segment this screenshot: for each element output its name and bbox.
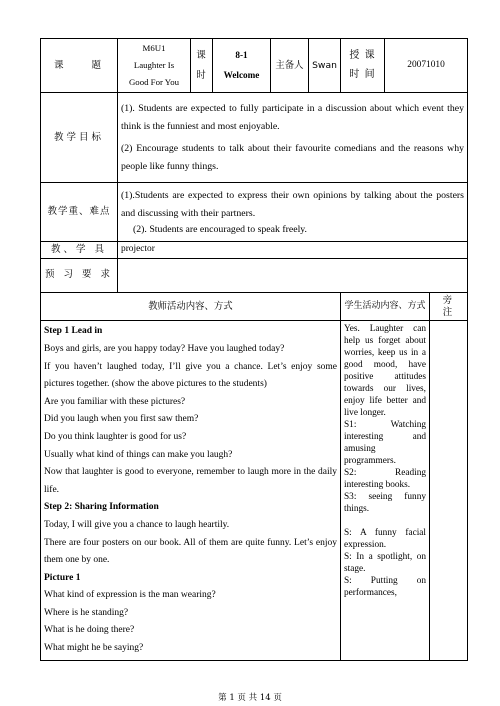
notes-cell: [430, 321, 468, 660]
student-activities: [341, 321, 430, 660]
teacher-line: Where is he standing?: [44, 607, 129, 618]
teacher-line: If you haven’t laughed today, I’ll give you a chance. Let’s enjoy some pictures together. (show the above pictures to the students): [44, 361, 337, 390]
teacher-activities: [41, 321, 341, 660]
aids-label: 教、学 具: [41, 242, 118, 259]
period-value: 8-1 Welcome: [213, 39, 271, 93]
step-heading: Picture 1: [44, 572, 81, 583]
student-response: S: In a spotlight, on stage.: [344, 552, 426, 575]
teacher-line: What might he be saying?: [44, 643, 144, 654]
preparer-value: Swan: [309, 39, 341, 93]
course-label: 课 题: [41, 39, 118, 93]
objective-1: (1). Students are expected to fully participate in a discussion about which event they think is the funniest and most enjoyable.: [121, 102, 464, 132]
period-label: 课 时: [191, 39, 213, 93]
step-heading: Step 2: Sharing Information: [44, 502, 159, 513]
objectives-row: [41, 93, 468, 183]
page-footer: 第 1 页 共 14 页: [218, 693, 282, 703]
key-point-1: (1).Students are expected to express their own opinions by talking about the posters and discussing with their partners.: [121, 190, 464, 219]
preview-label: 预 习 要 求: [41, 258, 118, 292]
header-row: [41, 39, 468, 93]
student-column-header: 学生活动内容、方式: [341, 292, 430, 321]
teacher-line: What is he doing there?: [44, 625, 135, 636]
date-label: 授 课 时 间: [341, 39, 385, 93]
notes-column-header: 旁 注: [430, 292, 468, 321]
student-response: S1: Watching interesting and amusing programmers.: [344, 420, 426, 467]
objectives-label: 教学目标: [41, 93, 118, 183]
teacher-line: Did you laugh when you first saw them?: [44, 414, 199, 425]
key-points-content: [118, 183, 468, 242]
key-points-label: 教学重、难点: [41, 183, 118, 242]
teacher-line: Today, I will give you a chance to laugh heartily.: [44, 519, 230, 530]
unit-cell: [118, 39, 191, 93]
activity-row: [41, 321, 468, 660]
teacher-line: Now that laughter is good to everyone, remember to laugh more in the daily life.: [44, 467, 337, 495]
unit-title-line2: Good For You: [128, 76, 180, 87]
step-heading: Step 1 Lead in: [44, 326, 103, 337]
student-response: S2: Reading interesting books.: [344, 468, 426, 491]
objective-2: (2) Encourage students to talk about their favourite comedians and the reasons why people like funny things.: [121, 142, 464, 172]
lesson-plan-page: [40, 38, 467, 661]
student-response: S: A funny facial expression.: [344, 528, 426, 551]
key-point-2: (2). Students are encouraged to speak freely.: [133, 224, 308, 235]
lesson-plan-table: [40, 38, 468, 661]
objectives-content: [118, 93, 468, 183]
teacher-line: What kind of expression is the man wearing?: [44, 590, 216, 601]
key-points-row: [41, 183, 468, 242]
student-response: S: Putting on performances,: [344, 576, 426, 599]
teacher-line: Usually what kind of things can make you laugh?: [44, 449, 233, 460]
preparer-label: 主备人: [271, 39, 309, 93]
date-value: 20071010: [385, 39, 468, 93]
preview-row: [41, 258, 468, 292]
teacher-line: Are you familiar with these pictures?: [44, 396, 186, 407]
column-header-row: [41, 292, 468, 321]
student-response: Yes. Laughter can help us forget about worries, keep us in a good mood, have positive attitudes towards our lives, enjoy life better and live longer.: [344, 324, 426, 419]
teacher-line: Do you think laughter is good for us?: [44, 431, 187, 442]
preview-value: [118, 258, 468, 292]
aids-value: projector: [118, 242, 468, 259]
teacher-column-header: 教师活动内容、方式: [41, 292, 341, 321]
unit-title-line1: Laughter Is: [133, 60, 175, 70]
unit-code: M6U1: [142, 43, 166, 54]
aids-row: [41, 242, 468, 259]
student-response: S3: seeing funny things.: [344, 492, 426, 515]
teacher-line: There are four posters on our book. All of them are quite funny. Let’s enjoy them one by one.: [44, 537, 337, 566]
teacher-line: Boys and girls, are you happy today? Have you laughed today?: [44, 343, 285, 354]
